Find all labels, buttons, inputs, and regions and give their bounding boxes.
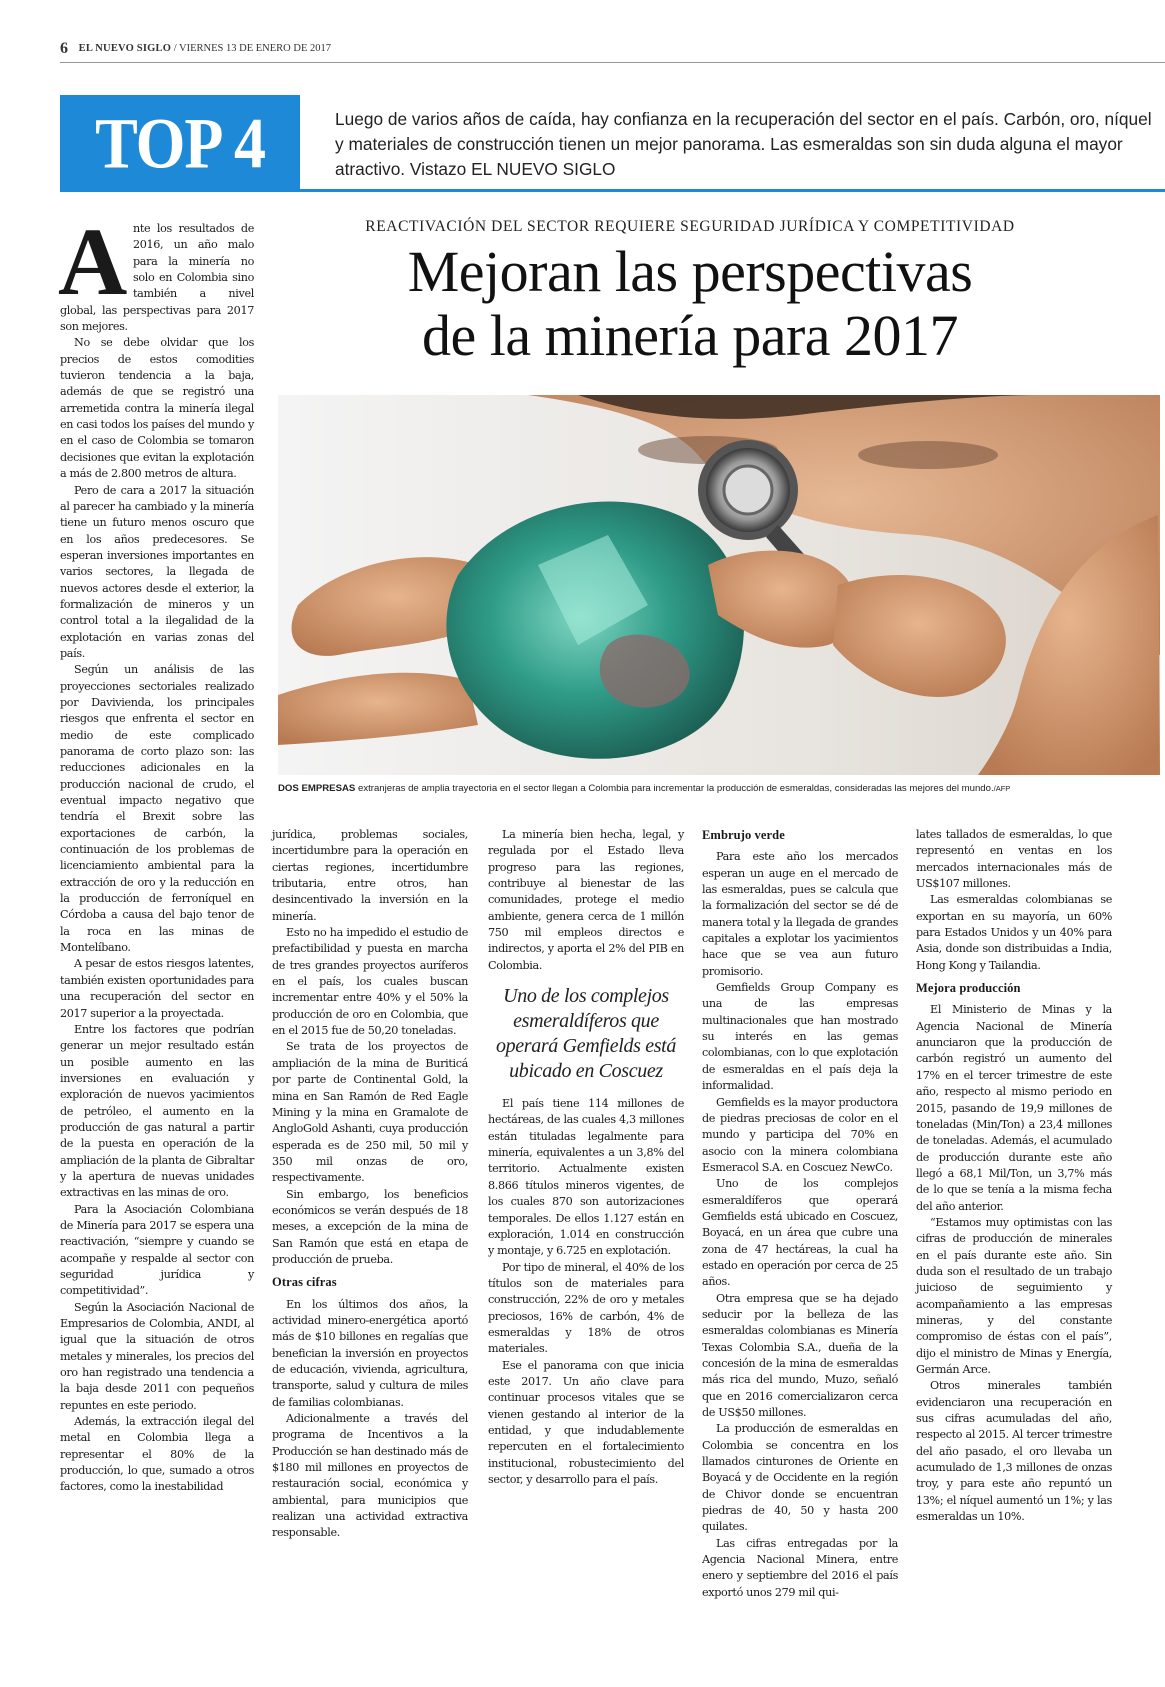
article-paragraph: Para la Asociación Colombiana de Minería para 2017 se espera una reactivación, “siempre y cuando se acompañe y respalde al sector con seguridad jurídica y competitividad”. xyxy=(60,1202,254,1298)
article-headline xyxy=(290,240,1090,368)
article-paragraph: lates tallados de esmeraldas, lo que representó en ventas en los mercados internacionales más de US$107 millones. xyxy=(916,828,1112,891)
article-paragraph: jurídica, problemas sociales, incertidumbre para la operación en ciertas regiones, incertidumbre tributaria, entre otros, han desincentivado la inversión en la minería. xyxy=(272,828,468,923)
caption-text: extranjeras de amplia trayectoria en el sector llegan a Colombia para incrementar la producción de esmeraldas, consideradas las mejores del mundo. xyxy=(355,783,994,794)
subhead-otras-cifras: Otras cifras xyxy=(272,1275,337,1290)
article-paragraph: Según un análisis de las proyecciones sectoriales realizado por Davivienda, los principales riesgos que enfrenta el sector en medio de este complicado panorama de corto plazo son: las reducciones adicionales en la producción nacional de crudo, el eventual impacto negativo que tendría el Brexit sobre las exportaciones de carbón, la continuación de los problemas de licenciamiento ambiental para la extracción de oro y la reducción en la producción de ferroníquel en Córdoba a causa del bajo tenor de la roca en las minas de Montelíbano. xyxy=(60,663,254,955)
article-paragraph: No se debe olvidar que los precios de estos comodities tuvieron tendencia a la baja, además de que se registró una arremetida contra la minería ilegal en casi todos los países del mundo y en el caso de Colombia se tomaron decisiones que evitan la explotación a más de 2.800 metros de altura. xyxy=(60,336,254,481)
headline-line-2: de la minería para 2017 xyxy=(421,303,959,368)
drop-cap: A xyxy=(58,208,127,315)
article-paragraph: Otra empresa que se ha dejado seducir por la belleza de las esmeraldas colombianas es Minería Texas Colombia S.A., dueña de la concesión de la mina de esmeraldas más rica del mundo, Muzo, señaló que en 2016 comercializaron cerca de US$50 millones. xyxy=(702,1291,898,1420)
article-paragraph: El país tiene 114 millones de hectáreas, de las cuales 4,3 millones están tituladas legalmente para minería, equivalentes a un 3,8% del territorio. Actualmente existen 8.866 títulos mineros vigentes, de los cuales 870 son autorizaciones temporales. De ellos 1.127 están en exploración, 1.014 en construcción y montaje, y 6.725 en explotación. xyxy=(488,1097,684,1258)
banner-rule xyxy=(300,189,1165,192)
article-paragraph: Además, la extracción ilegal del metal en Colombia llega a representar el 80% de la producción, lo que, sumado a otros factores, como la inestabilidad xyxy=(60,1415,254,1494)
article-paragraph: Gemfields Group Company es una de las empresas multinacionales que han mostrado su interés en las gemas colombianas, con lo que explotación de esmeraldas en el país deja la informalidad. xyxy=(702,981,898,1093)
article-paragraph: Otros minerales también evidenciaron una recuperación en sus cifras acumuladas del año, respecto al 2015. Al tercer trimestre del año pasado, el oro llevaba un acumulado de 1,3 millones de onzas troy, y para este año repuntó un 13%; el níquel aumentó un 1%; y las esmeraldas un 10%. xyxy=(916,1379,1112,1524)
subhead-embrujo-verde: Embrujo verde xyxy=(702,828,785,842)
article-paragraph: La minería bien hecha, legal, y regulada por el Estado lleva progreso para las regiones, contribuye al bienestar de las comunidades, protege el medio ambiente, genera cerca de 1 millón 750 mil empleos directos e indirectos, y aporta el 2% del PIB en Colombia. xyxy=(488,828,684,972)
issue-date: / VIERNES 13 DE ENERO DE 2017 xyxy=(173,43,332,54)
article-column-1 xyxy=(58,208,254,1496)
article-paragraph: Esto no ha impedido el estudio de prefactibilidad y puesta en marcha de tres grandes proyectos auríferos en el país, los cuales buscan incrementar entre 40% y el 50% la producción de oro en Colombia, que en el 2015 fue de 50,20 toneladas. xyxy=(272,926,468,1038)
article-paragraph: Pero de cara a 2017 la situación al parecer ha cambiado y la minería tiene un futuro menos oscuro que en los años predecesores. Se esperan inversiones importantes en varios sectores, la llegada de nuevos actores desde el exterior, la formalización de mineros y un control total a la ilegalidad de la explotación en varias zonas del país. xyxy=(60,483,254,660)
article-paragraph: Adicionalmente a través del programa de Incentivos a la Producción se han destinado más de $180 mil millones en proyectos de restauración social, económica y ambiental, para municipios que realizan una actividad extractiva responsable. xyxy=(272,1412,468,1540)
article-paragraph: Entre los factores que podrían generar un mejor resultado están un posible aumento en las inversiones en evaluación y exploración de nuevos yacimientos de petróleo, el aumento en la producción de gas natural a partir de la puesta en operación de la ampliación de la planta de Gibraltar y la apertura de nuevas unidades extractivas en las minas de oro. xyxy=(60,1022,254,1200)
pull-quote: Uno de los complejos esmeraldíferos que operará Gemfields está ubicado en Coscuez xyxy=(495,985,677,1083)
article-column-4 xyxy=(702,827,898,1601)
article-paragraph: Se trata de los proyectos de ampliación de la mina de Buriticá por parte de Continental Gold, la mina en San Ramón de Red Eagle Mining y la mina en Gramalote de AngloGold Ashanti, cuya producción esperada es de 250 mil, 50 mil y 350 mil onzas de oro, respectivamente. xyxy=(272,1040,468,1185)
lead-photo xyxy=(278,395,1160,775)
article-paragraph: Sin embargo, los beneficios económicos se verán después de 18 meses, a excepción de la mina de San Ramón que está en etapa de producción de prueba. xyxy=(272,1187,468,1266)
article-paragraph: Las esmeraldas colombianas se exportan en su mayoría, un 60% para Estados Unidos y un 40% para Asia, donde son distribuidas a India, Hong Kong y Tailandia. xyxy=(916,893,1112,972)
article-paragraph: A pesar de estos riesgos latentes, también existen oportunidades para una recuperación del sector en 2017 superior a la proyectada. xyxy=(60,957,254,1020)
section-intro: Luego de varios años de caída, hay confianza en la recuperación del sector en el país. Carbón, oro, níquel y materiales de construcción tienen un mejor panorama. Las esmeraldas son sin duda alguna el mayor atractivo. Vistazo EL NUEVO SIGLO xyxy=(335,109,1152,179)
article-paragraph: Las cifras entregadas por la Agencia Nacional Minera, entre enero y septiembre del 2016 el país exportó unos 279 mil qui- xyxy=(702,1536,898,1599)
subhead-mejora-produccion: Mejora producción xyxy=(916,981,1021,996)
emerald-inspection-illustration xyxy=(278,395,1160,775)
article-paragraph: La producción de esmeraldas en Colombia se concentra en los llamados cinturones de Oriente en Boyacá y de Occidente en la región de Chivor donde se encuentran piedras de 40, 50 y hasta 200 quilates. xyxy=(702,1422,898,1534)
article-paragraph: “Estamos muy optimistas con las cifras de producción de minerales en el país durante este año. Sin duda son el resultado de un trabajo juicioso de seguimiento y acompañamiento a las empresas mineras, y del constante compromiso de éstas con el país”, dijo el ministro de Minas y Energía, Germán Arce. xyxy=(916,1215,1112,1376)
section-label: TOP 4 xyxy=(95,103,265,184)
page-number: 6 xyxy=(60,40,68,57)
article-column-3 xyxy=(488,827,684,1488)
folio-rule xyxy=(60,62,1165,63)
article-paragraph: El Ministerio de Minas y la Agencia Nacional de Minería anunciaron que la producción de carbón registró un aumento del 17% en el tercer trimestre de este año, respecto al mismo periodo en 2015, pasando de 19,9 millones de toneladas (Min/Ton) a 23,4 millones de toneladas. Además, el acumulado de producción durante este año llegó a 68,1 Mil/Ton, un 3,7% más de lo que se tenía a la misma fecha del año anterior. xyxy=(916,1003,1112,1213)
article-kicker: REACTIVACIÓN DEL SECTOR REQUIERE SEGURIDAD JURÍDICA Y COMPETITIVIDAD xyxy=(365,218,1015,235)
photo-caption xyxy=(278,783,1160,796)
headline-line-1: Mejoran las perspectivas xyxy=(407,239,973,304)
caption-credit: /AFP xyxy=(993,784,1011,793)
article-paragraph: Ante los resultados de 2016, un año malo para la minería no solo en Colombia sino también a nivel global, las perspectivas para 2017 son mejores. xyxy=(58,208,254,334)
caption-lead: DOS EMPRESAS xyxy=(278,783,356,794)
section-label-box xyxy=(60,95,300,192)
article-paragraph: Ese el panorama con que inicia este 2017. Un año clave para continuar procesos vitales que se vienen gestando al interior de la entidad, y que indudablemente repercuten en el fortalecimiento institucional, robustecimiento del sector, y desarrollo para el país. xyxy=(488,1358,684,1486)
article-paragraph: Gemfields es la mayor productora de piedras preciosas de color en el mundo y participa del 70% en asocio con la minera colombiana Esmeracol S.A. en Coscuez NewCo. xyxy=(702,1095,898,1174)
article-paragraph: Según la Asociación Nacional de Empresarios de Colombia, ANDI, al igual que la situación de otros metales y minerales, los precios del oro han registrado una tendencia a la baja desde 2011 con pequeños repuntes en este periodo. xyxy=(60,1300,254,1412)
article-paragraph: Uno de los complejos esmeraldíferos que operará Gemfields está ubicado en Coscuez, Boyacá, en un área que cubre una zona de 47 hectáreas, la cual ha estado en operación por cerca de 25 años. xyxy=(702,1177,898,1289)
article-paragraph: En los últimos dos años, la actividad minero-energética aportó más de $10 billones en regalías que benefician la inversión en proyectos de educación, vivienda, agricultura, transporte, salud y cultura de miles de familias colombianas. xyxy=(272,1297,468,1409)
publication-name: EL NUEVO SIGLO xyxy=(78,43,172,54)
article-paragraph: Para este año los mercados esperan un auge en el mercado de las esmeraldas, pues se calcula que la formalización del sector se dé de manera total y la llegada de grandes capitales a explotar los yacimientos hace que se vea aun futuro promisorio. xyxy=(702,850,898,978)
article-column-5 xyxy=(916,827,1112,1525)
article-paragraph: Por tipo de mineral, el 40% de los títulos son de materiales para construcción, 22% de oro y metales preciosos, 16% de carbón, 4% de esmeraldas y 18% de otros materiales. xyxy=(488,1260,684,1356)
section-banner xyxy=(60,95,1165,192)
page-folio xyxy=(60,40,1165,60)
article-column-2 xyxy=(272,827,468,1542)
